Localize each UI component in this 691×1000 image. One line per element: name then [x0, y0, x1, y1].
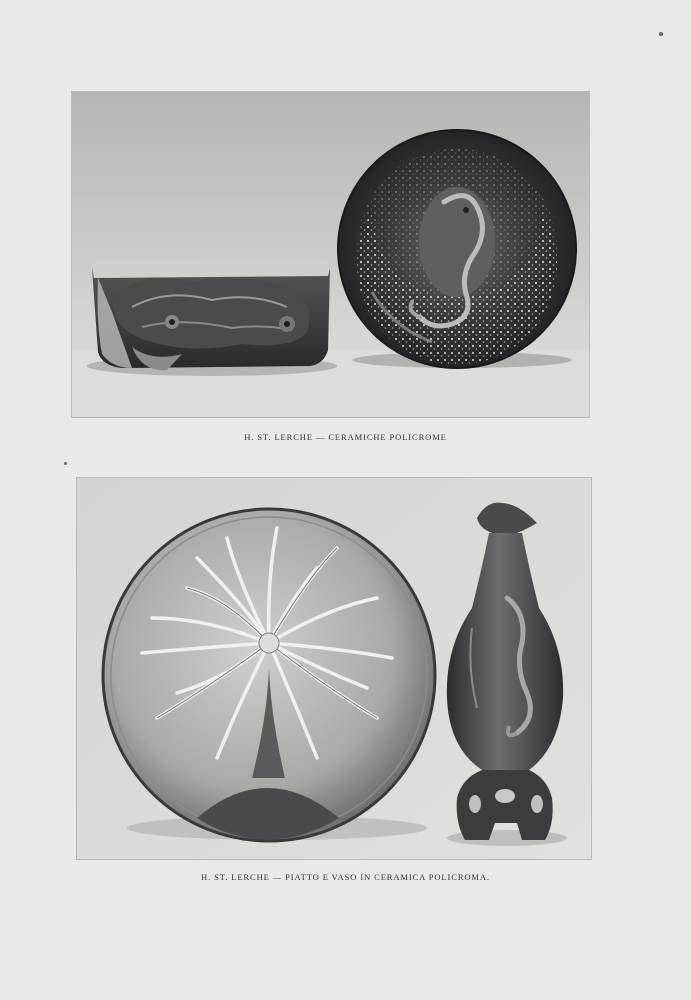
page-speck — [64, 462, 67, 465]
ceramics-photo — [72, 92, 589, 417]
anemone-plate — [103, 509, 435, 841]
plate-caption-bottom: H. ST. LERCHE — PIATTO E VASO IN CERAMICA POLICROMA. — [201, 872, 490, 882]
fish-bowl — [92, 258, 330, 370]
photo-plate-ceramics — [72, 92, 589, 417]
seahorse-plate — [338, 130, 576, 368]
page-speck — [659, 32, 663, 36]
dish-and-vase-photo — [77, 478, 591, 859]
plate-caption-top: H. ST. LERCHE — CERAMICHE POLICROME — [244, 432, 447, 442]
photo-plate-dish-and-vase — [77, 478, 591, 859]
